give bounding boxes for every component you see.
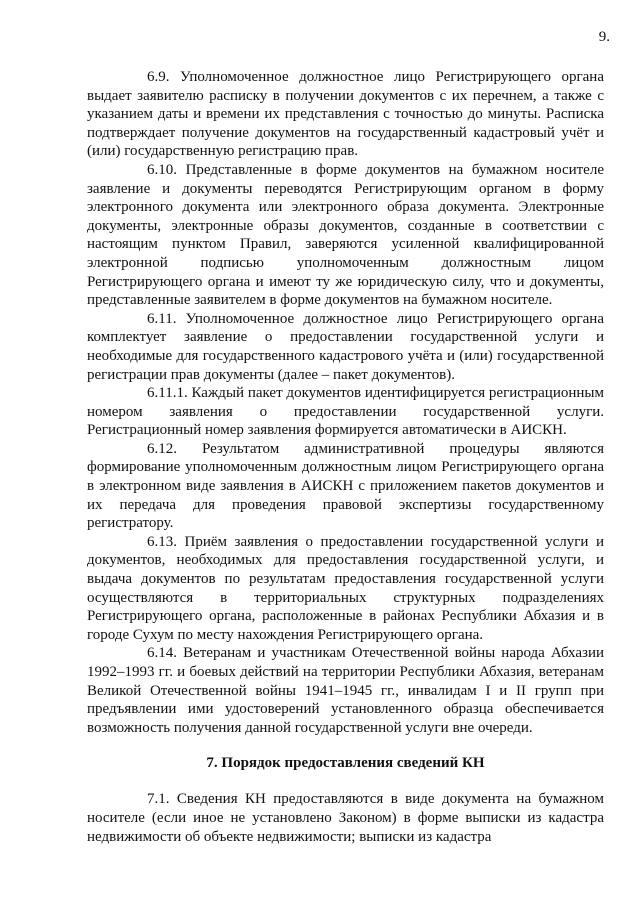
paragraph-6-11: 6.11. Уполномоченное должностное лицо Регистрирующего органа комплектует заявление о предоставлении государственной услуги и необходимые для государственного кадастрового учёта и (или) государственной регистрации прав документы (далее – пакет документов).	[87, 310, 604, 383]
section-heading: 7. Порядок предоставления сведений КН	[206, 755, 485, 772]
paragraph-6-9: 6.9. Уполномоченное должностное лицо Регистрирующего органа выдает заявителю расписку в получении документов с их перечнем, а также с указанием даты и времени их представления с точностью до минуты. Расписка подтверждает получение документов на государственный кадастровый учёт и (или) государственную регистрацию прав.	[87, 69, 604, 160]
paragraph-6-12: 6.12. Результатом административной процедуры являются формирование уполномоченным должностным лицом Регистрирующего органа в электронном виде заявления в АИСКН с приложением пакетов документов и их передача для проведения правовой экспертизы государственному регистратору.	[87, 440, 604, 532]
paragraph-6-11-1: 6.11.1. Каждый пакет документов идентифицируется регистрационным номером заявления о предоставлении государственной услуги. Регистрационный номер заявления формируется автоматически в АИСКН.	[87, 385, 604, 439]
page-number: 9.	[598, 29, 610, 45]
paragraph-7-1: 7.1. Сведения КН предоставляются в виде документа на бумажном носителе (если иное не установлено Законом) в форме выписки из кадастра недвижимости об объекте недвижимости; выписки из кадастра	[87, 791, 604, 845]
paragraph-6-10: 6.10. Представленные в форме документов на бумажном носителе заявление и документы переводятся Регистрирующим органом в форму электронного документа или электронного образа документа. Электронные документы, электронные образы документов, созданные в соответствии с настоящим пунктом Правил, заверяются усиленной квалифицированной электронной подписью уполномоченным должностным лицом Регистрирующего органа и имеют ту же юридическую силу, что и документы, представленные заявителем в форме документов на бумажном носителе.	[87, 161, 604, 309]
paragraph-6-14: 6.14. Ветеранам и участникам Отечественной войны народа Абхазии 1992–1993 гг. и боевых действий на территории Республики Абхазия, ветеранам Великой Отечественной войны 1941–1945 гг., инвалидам I и II групп при предъявлении ими удостоверений установленного образца обеспечивается возможность получения данной государственной услуги вне очереди.	[87, 645, 604, 736]
document-body	[87, 68, 604, 846]
paragraph-6-13: 6.13. Приём заявления о предоставлении государственной услуги и документов, необходимых для предоставления государственной услуги, и выдача документов по результатам предоставления государственной услуги осуществляются в территориальных структурных подразделениях Регистрирующего органа, расположенные в районах Республики Абхазия и в городе Сухум по месту нахождения Регистрирующего органа.	[87, 533, 604, 643]
